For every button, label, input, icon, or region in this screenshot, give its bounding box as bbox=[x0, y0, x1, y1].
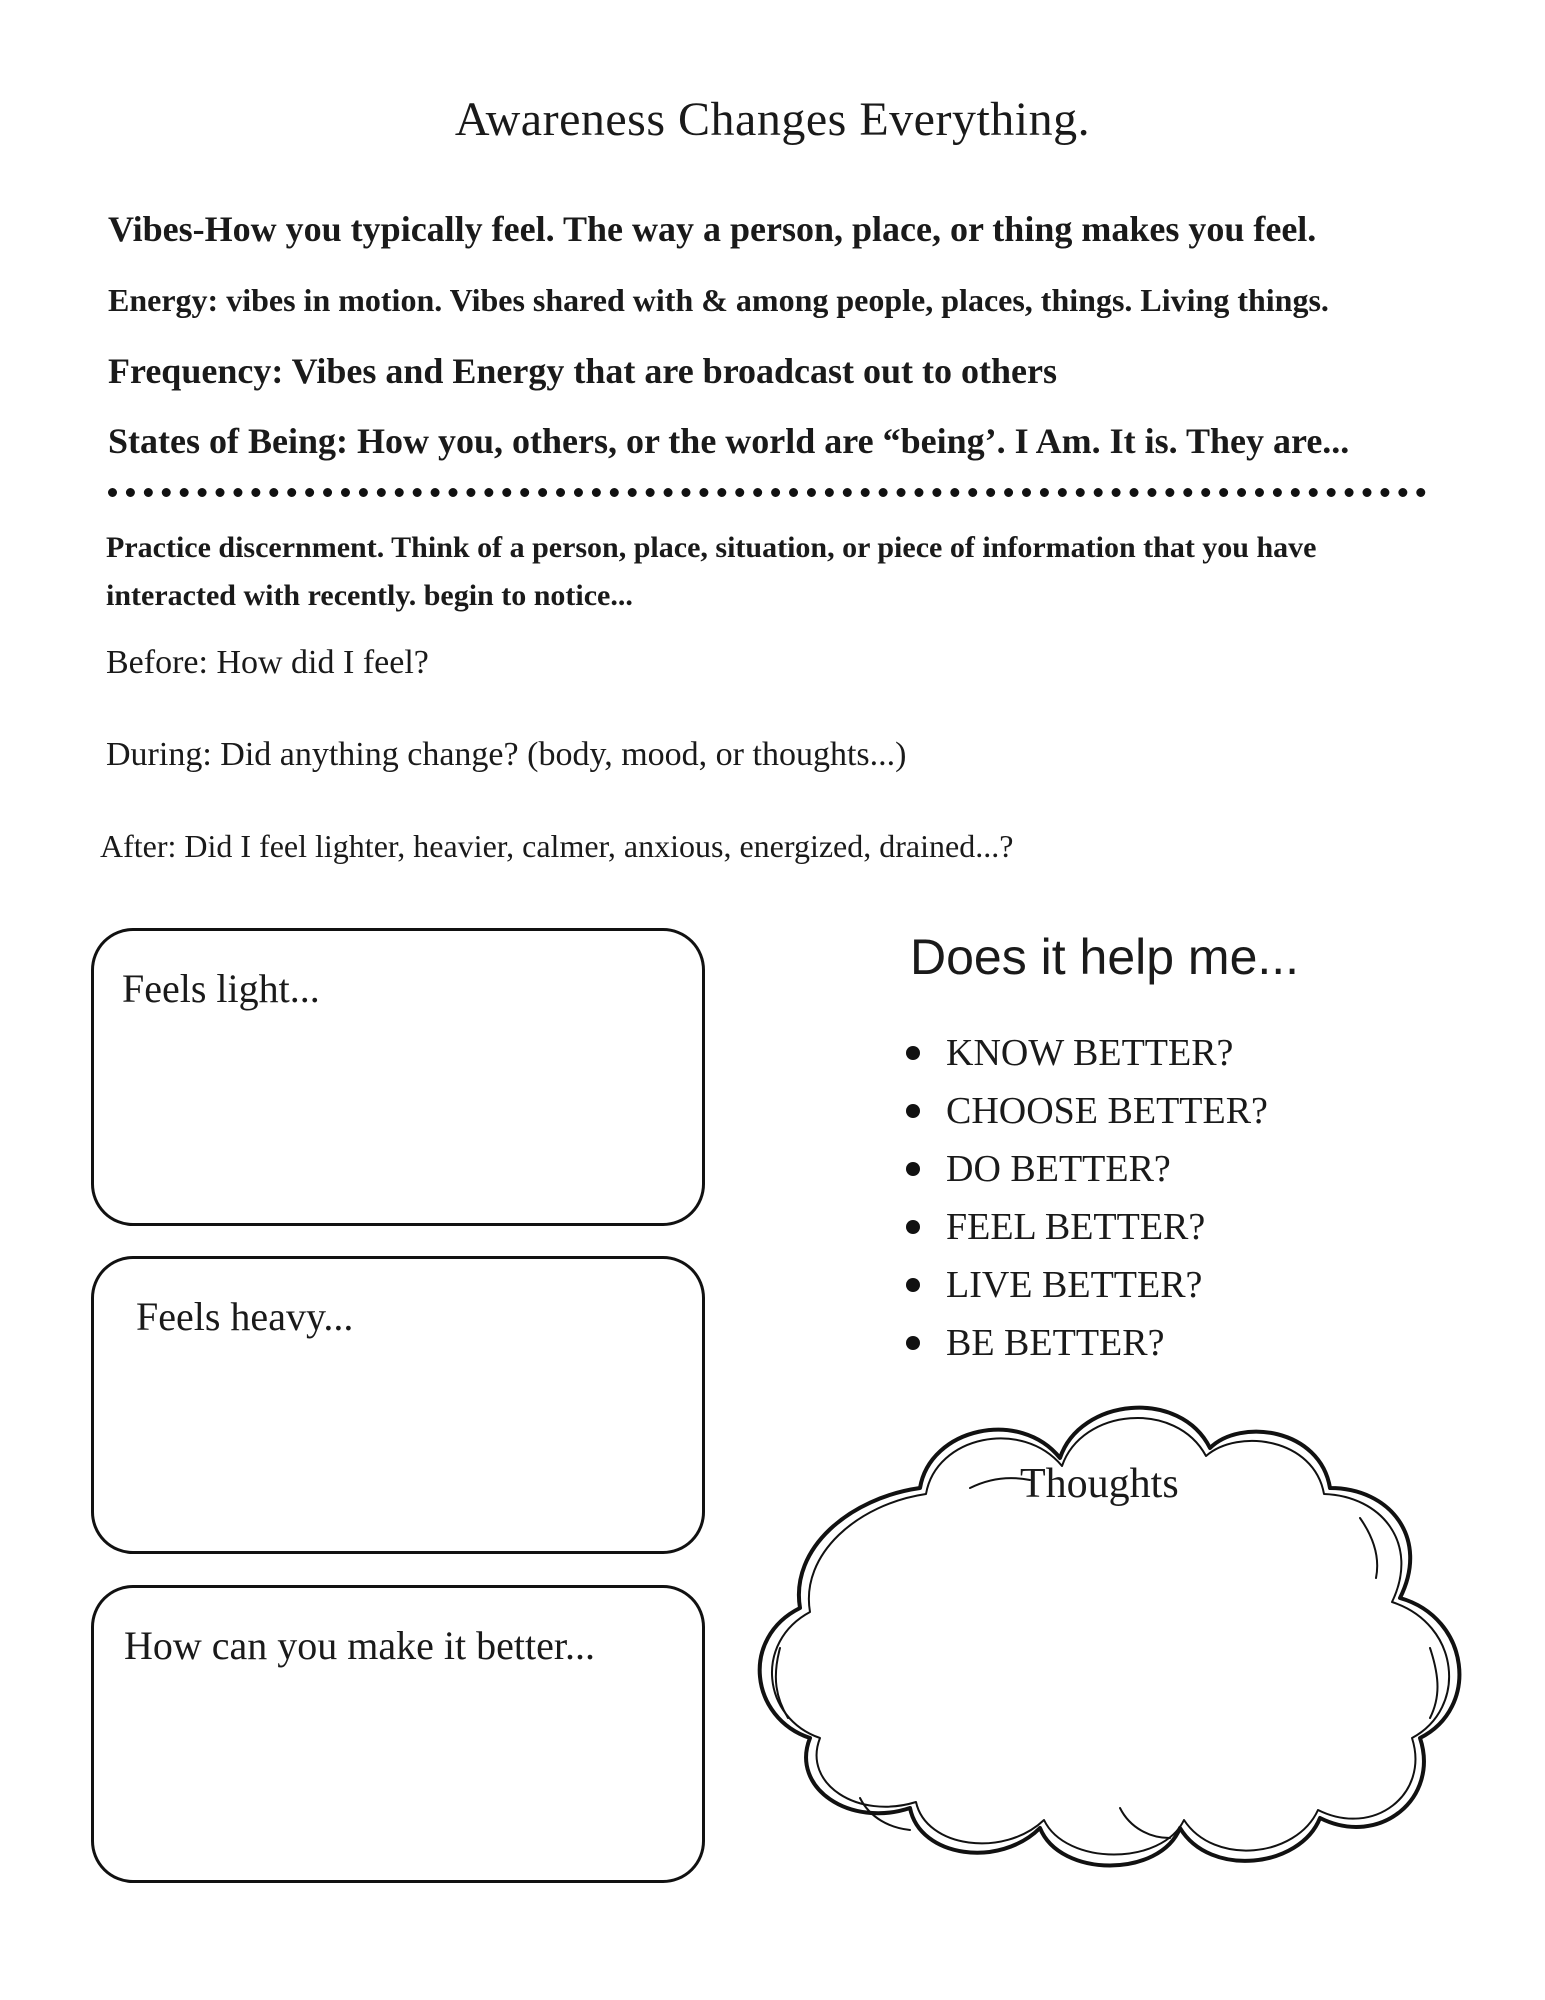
bullet-icon bbox=[906, 1220, 920, 1234]
list-item-label: DO BETTER? bbox=[946, 1148, 1171, 1190]
list-item-label: KNOW BETTER? bbox=[946, 1032, 1234, 1074]
dotted-divider bbox=[108, 488, 1426, 497]
list-item bbox=[906, 1140, 1268, 1198]
thought-cloud-icon[interactable] bbox=[740, 1378, 1480, 1878]
definition-frequency: Frequency: Vibes and Energy that are broadcast out to others bbox=[108, 351, 1057, 391]
list-item-label: CHOOSE BETTER? bbox=[946, 1090, 1268, 1132]
feels-light-label: Feels light... bbox=[122, 966, 320, 1011]
list-item-label: BE BETTER? bbox=[946, 1322, 1165, 1364]
definition-states-of-being: States of Being: How you, others, or the world are “being’. I Am. It is. They are... bbox=[108, 421, 1350, 461]
list-item-label: LIVE BETTER? bbox=[946, 1264, 1203, 1306]
help-heading: Does it help me... bbox=[910, 929, 1300, 985]
definition-energy: Energy: vibes in motion. Vibes shared with & among people, places, things. Living things. bbox=[108, 282, 1329, 318]
bullet-icon bbox=[906, 1046, 920, 1060]
feels-heavy-box[interactable] bbox=[91, 1256, 705, 1554]
thoughts-label: Thoughts bbox=[1020, 1461, 1179, 1507]
bullet-icon bbox=[906, 1104, 920, 1118]
make-it-better-label: How can you make it better... bbox=[124, 1623, 595, 1668]
practice-instructions: Practice discernment. Think of a person, place, situation, or piece of information that you have interacted with recently. begin to notice... bbox=[106, 531, 1317, 612]
make-it-better-box[interactable] bbox=[91, 1585, 705, 1883]
page-title: Awareness Changes Everything. bbox=[454, 93, 1091, 146]
help-checklist bbox=[906, 1024, 1268, 1372]
list-item bbox=[906, 1256, 1268, 1314]
list-item bbox=[906, 1082, 1268, 1140]
bullet-icon bbox=[906, 1278, 920, 1292]
list-item bbox=[906, 1198, 1268, 1256]
list-item bbox=[906, 1314, 1268, 1372]
list-item bbox=[906, 1024, 1268, 1082]
feels-light-box[interactable] bbox=[91, 928, 705, 1226]
feels-heavy-label: Feels heavy... bbox=[136, 1294, 354, 1339]
prompt-after: After: Did I feel lighter, heavier, calmer, anxious, energized, drained...? bbox=[100, 828, 1014, 864]
list-item-label: FEEL BETTER? bbox=[946, 1206, 1206, 1248]
definition-vibes: Vibes-How you typically feel. The way a person, place, or thing makes you feel. bbox=[108, 209, 1317, 249]
bullet-icon bbox=[906, 1336, 920, 1350]
prompt-before: Before: How did I feel? bbox=[106, 644, 429, 681]
bullet-icon bbox=[906, 1162, 920, 1176]
prompt-during: During: Did anything change? (body, mood, or thoughts...) bbox=[106, 736, 907, 773]
